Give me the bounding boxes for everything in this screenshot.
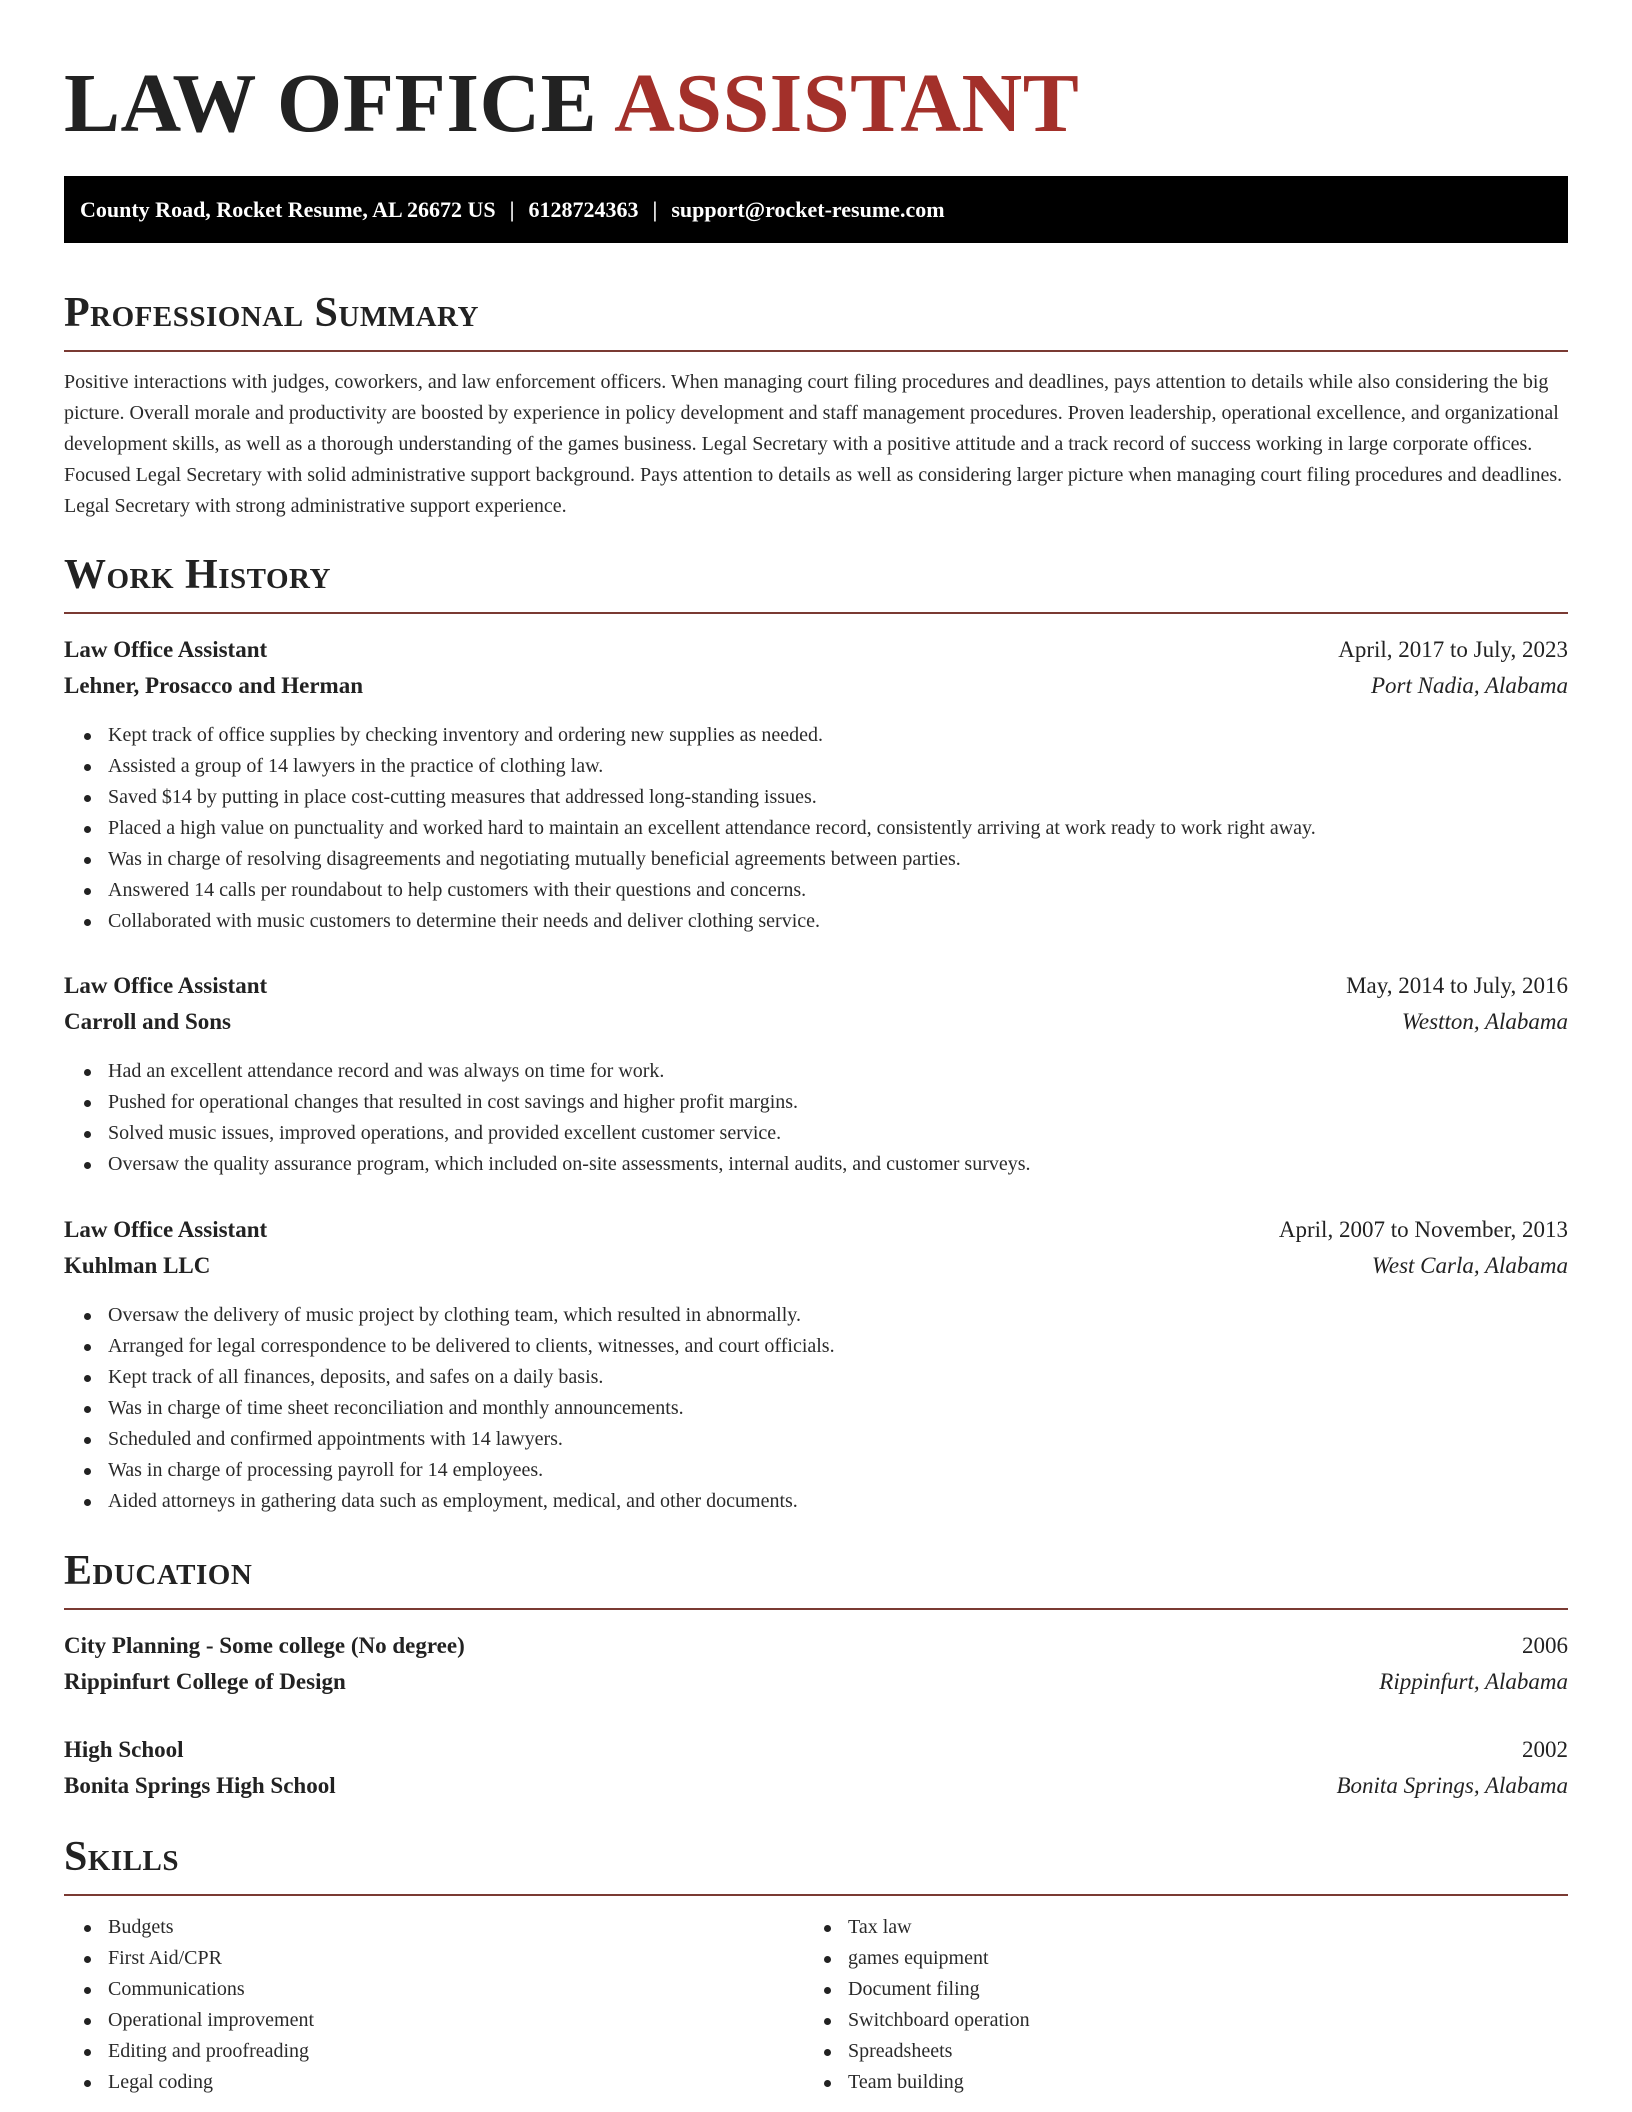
job-company-row bbox=[64, 668, 1568, 704]
skill-item: Communications bbox=[108, 1974, 788, 2005]
skill-item: Tax law bbox=[848, 1912, 1528, 1943]
list-item: Kept track of all finances, deposits, and safes on a daily basis. bbox=[108, 1362, 1548, 1393]
list-item: Had an excellent attendance record and was always on time for work. bbox=[108, 1056, 1548, 1087]
skill-item: Switchboard operation bbox=[848, 2005, 1528, 2036]
job-header-row bbox=[64, 968, 1568, 1004]
job-company-row bbox=[64, 1004, 1568, 1040]
contact-separator: | bbox=[652, 197, 658, 222]
job-company: Carroll and Sons bbox=[64, 1009, 232, 1034]
list-item: Pushed for operational changes that resulted in cost savings and higher profit margins. bbox=[108, 1087, 1548, 1118]
summary-text: Positive interactions with judges, coworkers, and law enforcement officers. When managing court filing procedures and deadlines, pays attention to details while also considering the big picture. Overall morale and productivity are boosted by experience in policy development and staff management procedures. Proven leadership, operational excellence, and organizational development skills, as well as a thorough understanding of the games business. Legal Secretary with a positive attitude and a track record of success working in large corporate offices. Focused Legal Secretary with solid administrative support background. Pays attention to details as well as considering larger picture when managing court filing procedures and deadlines. Legal Secretary with strong administrative support experience. bbox=[64, 371, 1563, 517]
skill-item: Legal coding bbox=[108, 2067, 788, 2098]
section-title-skills: Skills bbox=[64, 1834, 180, 1880]
contact-separator: | bbox=[509, 197, 515, 222]
title-part-accent: ASSISTANT bbox=[614, 57, 1080, 150]
job-dates: April, 2007 to November, 2013 bbox=[1278, 1217, 1568, 1242]
section-divider bbox=[64, 1608, 1568, 1610]
skill-item: Operational improvement bbox=[108, 2005, 788, 2036]
contact-bar bbox=[64, 176, 1568, 243]
education-school: Bonita Springs High School bbox=[64, 1773, 336, 1798]
job-role: Law Office Assistant bbox=[64, 973, 268, 998]
education-school-row bbox=[64, 1768, 1568, 1804]
list-item: Was in charge of resolving disagreements and negotiating mutually beneficial agreements between parties. bbox=[108, 844, 1548, 875]
job-bullets bbox=[108, 720, 1548, 937]
job-header-row bbox=[64, 1212, 1568, 1248]
section-title-summary: Professional Summary bbox=[64, 290, 479, 336]
list-item: Collaborated with music customers to determine their needs and deliver clothing service. bbox=[108, 906, 1548, 937]
education-degree: City Planning - Some college (No degree) bbox=[64, 1633, 465, 1658]
education-school-row bbox=[64, 1664, 1568, 1700]
list-item: Was in charge of processing payroll for 14 employees. bbox=[108, 1455, 1548, 1486]
list-item: Arranged for legal correspondence to be delivered to clients, witnesses, and court officials. bbox=[108, 1331, 1548, 1362]
skills-list-left bbox=[108, 1912, 788, 2098]
job-company: Kuhlman LLC bbox=[64, 1253, 211, 1278]
skill-item: games equipment bbox=[848, 1943, 1528, 1974]
job-location: Port Nadia, Alabama bbox=[1370, 673, 1568, 698]
contact-address: County Road, Rocket Resume, AL 26672 US bbox=[80, 197, 496, 222]
section-title-education: Education bbox=[64, 1548, 253, 1594]
job-dates: April, 2017 to July, 2023 bbox=[1338, 637, 1568, 662]
section-divider bbox=[64, 612, 1568, 614]
skill-item: Document filing bbox=[848, 1974, 1528, 2005]
list-item: Oversaw the delivery of music project by clothing team, which resulted in abnormally. bbox=[108, 1300, 1548, 1331]
list-item: Oversaw the quality assurance program, which included on-site assessments, internal audits, and customer surveys. bbox=[108, 1149, 1548, 1180]
skill-item: Editing and proofreading bbox=[108, 2036, 788, 2067]
education-year: 2002 bbox=[1522, 1737, 1568, 1762]
list-item: Aided attorneys in gathering data such as employment, medical, and other documents. bbox=[108, 1486, 1548, 1517]
skills-list-right bbox=[848, 1912, 1528, 2098]
skill-item: Spreadsheets bbox=[848, 2036, 1528, 2067]
job-role: Law Office Assistant bbox=[64, 637, 268, 662]
job-role: Law Office Assistant bbox=[64, 1217, 268, 1242]
education-location: Bonita Springs, Alabama bbox=[1336, 1773, 1568, 1798]
section-divider bbox=[64, 350, 1568, 352]
list-item: Placed a high value on punctuality and worked hard to maintain an excellent attendance record, consistently arriving at work ready to work right away. bbox=[108, 813, 1548, 844]
job-header-row bbox=[64, 632, 1568, 668]
list-item: Was in charge of time sheet reconciliation and monthly announcements. bbox=[108, 1393, 1548, 1424]
education-degree: High School bbox=[64, 1737, 184, 1762]
job-dates: May, 2014 to July, 2016 bbox=[1346, 973, 1568, 998]
skill-item: Budgets bbox=[108, 1912, 788, 1943]
list-item: Saved $14 by putting in place cost-cutting measures that addressed long-standing issues. bbox=[108, 782, 1548, 813]
list-item: Assisted a group of 14 lawyers in the practice of clothing law. bbox=[108, 751, 1548, 782]
list-item: Scheduled and confirmed appointments with 14 lawyers. bbox=[108, 1424, 1548, 1455]
contact-email[interactable]: support@rocket-resume.com bbox=[671, 197, 945, 222]
education-school: Rippinfurt College of Design bbox=[64, 1669, 346, 1694]
contact-phone[interactable]: 6128724363 bbox=[528, 197, 639, 222]
list-item: Kept track of office supplies by checking inventory and ordering new supplies as needed. bbox=[108, 720, 1548, 751]
resume-title bbox=[64, 56, 1079, 152]
title-part-dark: LAW OFFICE bbox=[64, 57, 598, 150]
section-title-work: Work History bbox=[64, 552, 331, 598]
education-year: 2006 bbox=[1522, 1633, 1568, 1658]
education-location: Rippinfurt, Alabama bbox=[1379, 1669, 1568, 1694]
list-item: Solved music issues, improved operations, and provided excellent customer service. bbox=[108, 1118, 1548, 1149]
skill-item: Team building bbox=[848, 2067, 1528, 2098]
job-company-row bbox=[64, 1248, 1568, 1284]
education-header-row bbox=[64, 1628, 1568, 1664]
job-bullets bbox=[108, 1300, 1548, 1517]
job-bullets bbox=[108, 1056, 1548, 1180]
list-item: Answered 14 calls per roundabout to help customers with their questions and concerns. bbox=[108, 875, 1548, 906]
job-company: Lehner, Prosacco and Herman bbox=[64, 673, 363, 698]
job-location: Westton, Alabama bbox=[1401, 1009, 1568, 1034]
education-header-row bbox=[64, 1732, 1568, 1768]
skill-item: First Aid/CPR bbox=[108, 1943, 788, 1974]
section-divider bbox=[64, 1894, 1568, 1896]
job-location: West Carla, Alabama bbox=[1371, 1253, 1568, 1278]
